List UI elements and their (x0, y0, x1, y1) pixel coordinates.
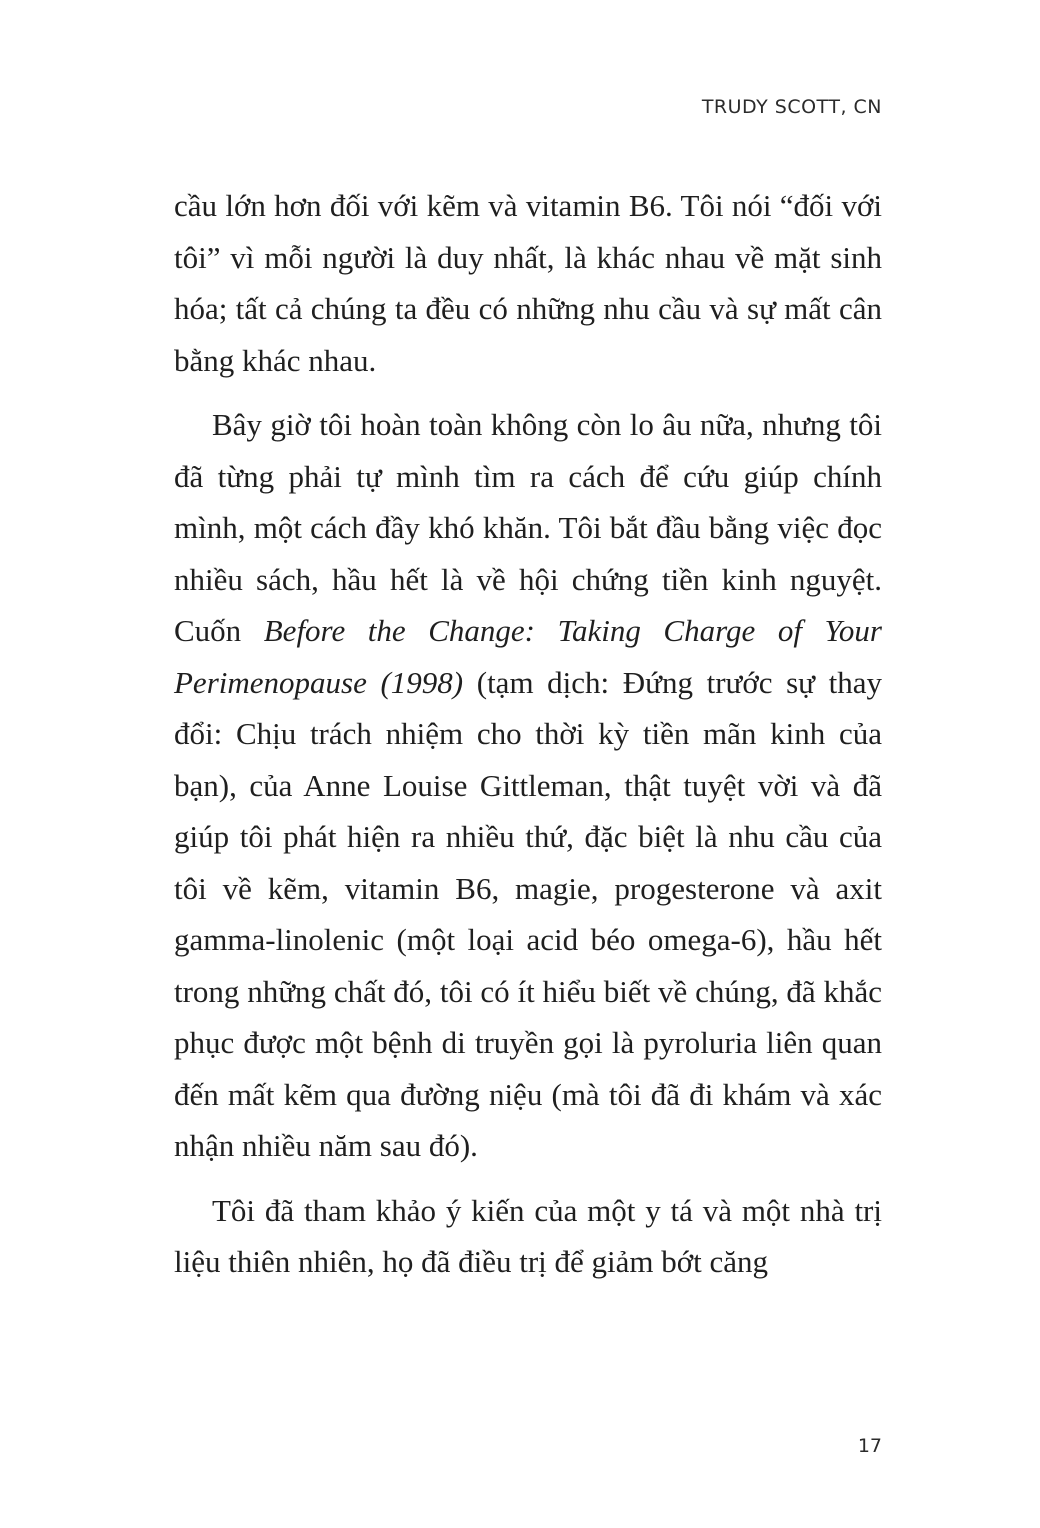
paragraph-consultation: Tôi đã tham khảo ý kiến của một y tá và một nhà trị liệu thiên nhiên, họ đã điều trị để giảm bớt căng (174, 1192, 882, 1279)
book-title: Before the Change: Taking Charge of Your Perimenopause (1998) (174, 613, 882, 700)
page-number: 17 (857, 1435, 882, 1457)
running-header: TRUDY SCOTT, CN (701, 96, 882, 118)
paragraph-text-before-title: Bây giờ tôi hoàn toàn không còn lo âu nữa, nhưng tôi đã từng phải tự mình tìm ra cách để cứu giúp chính mình, một cách đầy khó khăn. Tôi bắt đầu bằng việc đọc nhiều sách, hầu hết là về hội chứng tiền kinh nguyệt. Cuốn (174, 407, 882, 648)
paragraph-book-reference (174, 399, 882, 1172)
paragraph-text-after-title: (tạm dịch: Đứng trước sự thay đổi: Chịu trách nhiệm cho thời kỳ tiền mãn kinh của bạn), của Anne Louise Gittleman, thật tuyệt vời và đã giúp tôi phát hiện ra nhiều thứ, đặc biệt là nhu cầu của tôi về kẽm, vitamin B6, magie, progesterone và axit gamma-linolenic (một loại acid béo omega-6), hầu hết trong những chất đó, tôi có ít hiểu biết về chúng, đã khắc phục được một bệnh di truyền gọi là pyroluria liên quan đến mất kẽm qua đường niệu (mà tôi đã đi khám và xác nhận nhiều năm sau đó). (174, 664, 882, 1163)
body-text (174, 180, 882, 1301)
paragraph-continued: cầu lớn hơn đối với kẽm và vitamin B6. Tôi nói “đối với tôi” vì mỗi người là duy nhất, là khác nhau về mặt sinh hóa; tất cả chúng ta đều có những nhu cầu và sự mất cân bằng khác nhau. (174, 188, 882, 378)
